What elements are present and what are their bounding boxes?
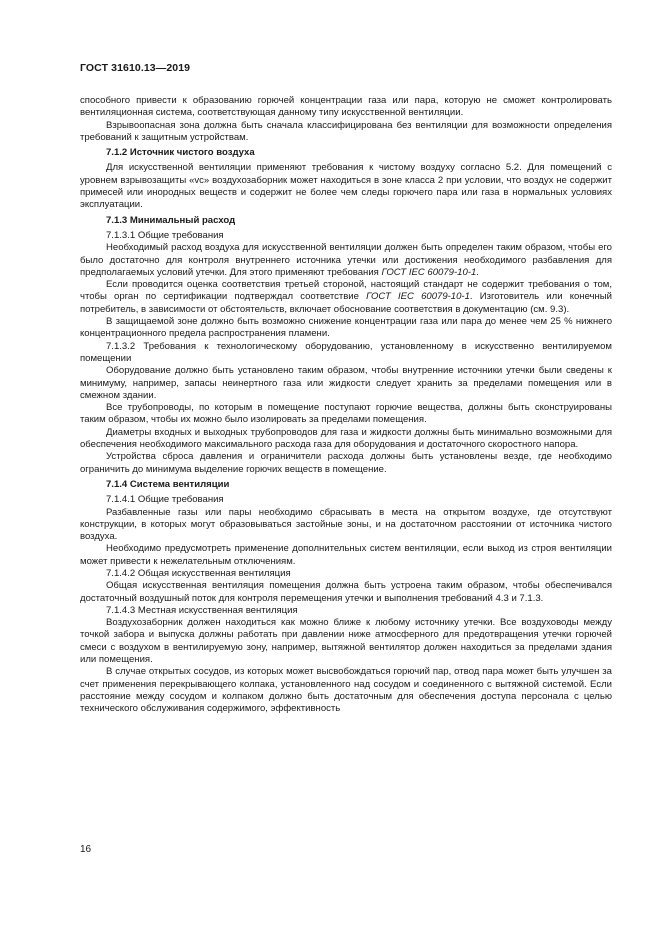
document-body xyxy=(80,95,612,716)
paragraph: 7.1.4.1 Общие требования xyxy=(106,494,224,506)
paragraph-text: Необходимый расход воздуха для искусственной вентиляции должен быть определен таким образом, чтобы его было достаточно для контроля внутреннего источника утечки или достижения необходимого разбавления для предполагаемых условий утечки. Для этого применяют требования xyxy=(80,242,612,278)
paragraph: 7.1.3.1 Общие требования xyxy=(106,229,224,241)
paragraph: Все трубопроводы, по которым в помещение поступают горючие вещества, должны быть сконструированы таким образом, чтобы их можно было изолировать за пределами помещения. xyxy=(80,402,612,426)
section-heading: 7.1.2 Источник чистого воздуха xyxy=(106,147,255,159)
page-number: 16 xyxy=(80,844,92,855)
paragraph: Разбавленные газы или пары необходимо сбрасывать в места на открытом воздухе, где отсутствуют конструкции, в которых могут образовываться застойные зоны, и на достаточном расстоянии от источника чистого воздуха. xyxy=(80,506,612,543)
paragraph xyxy=(80,242,612,279)
section-heading: 7.1.3 Минимальный расход xyxy=(106,214,236,226)
paragraph xyxy=(80,279,612,316)
paragraph: Диаметры входных и выходных трубопроводов для газа и жидкости должны быть минимально возможными для обеспечения необходимого максимального расхода газа для оборудования и достаточного скоростного напора. xyxy=(80,426,612,451)
paragraph: Общая искусственная вентиляция помещения должна быть устроена таким образом, чтобы обеспечивался достаточный воздушный поток для контроля перемещения утечки и выполнения требований 4.3 и 7.1.3. xyxy=(80,580,612,604)
paragraph: Взрывоопасная зона должна быть сначала классифицирована без вентиляции для возможности определения требований к защитным устройствам. xyxy=(80,119,612,143)
standard-reference: ГОСТ IEC 60079-10-1 xyxy=(366,291,470,303)
standard-reference: ГОСТ IEC 60079-10-1 xyxy=(381,266,477,278)
paragraph: Оборудование должно быть установлено таким образом, чтобы внутренние источники утечки были сведены к минимуму, например, запасы неинертного газа или жидкости следует хранить за пределами помещения или в смежном здании. xyxy=(80,365,612,401)
paragraph: Необходимо предусмотреть применение дополнительных систем вентиляции, если выход из строя вентиляции может привести к нежелательным отключениям. xyxy=(80,543,612,567)
paragraph-text-tail: . Изготовитель или конечный потребитель, в зависимости от обстоятельств, включает обоснование соответствия в документацию (см. 9.3). xyxy=(80,291,613,315)
paragraph: способного привести к образованию горючей концентрации газа или пара, которую не сможет контролировать вентиляционная система, соответствующая данному типу искусственной вентиляции. xyxy=(80,95,612,119)
paragraph: Устройства сброса давления и ограничители расхода должны быть установлены везде, где необходимо ограничить до минимума выделение горючих веществ в помещение. xyxy=(80,451,612,475)
paragraph: В защищаемой зоне должно быть возможно снижение концентрации газа или пара до менее чем 25 % нижнего концентрационного предела распространения пламени. xyxy=(80,316,612,340)
document-header: ГОСТ 31610.13—2019 xyxy=(80,62,191,74)
section-heading: 7.1.4 Система вентиляции xyxy=(106,478,230,490)
paragraph: Воздухозаборник должен находиться как можно ближе к любому источнику утечки. Все воздуховоды между точкой забора и выпуска должны работать при давлении ниже атмосферного для предотвращения утечки горючей смеси с воздухом в вентилируемую зону, например, вытяжной вентилятор должен находиться за пределами здания или помещения. xyxy=(80,617,612,666)
paragraph-text: Если проводится оценка соответствия третьей стороной, настоящий стандарт не содержит требования о том, чтобы орган по сертификации подтверждал соответствие xyxy=(80,279,612,303)
paragraph: 7.1.4.2 Общая искусственная вентиляция xyxy=(106,567,291,579)
paragraph: 7.1.4.3 Местная искусственная вентиляция xyxy=(106,604,298,616)
paragraph: В случае открытых сосудов, из которых может высвобождаться горючий пар, отвод пара может быть улучшен за счет применения перекрывающего колпака, установленного над сосудом и соединенного с вытяжной системой. Если расстояние между сосудом и колпаком должно быть достаточным для обеспечения доступа персонала с целью технического обслуживания содержимого, эффективность xyxy=(80,666,612,715)
paragraph-text-tail: . xyxy=(476,266,479,278)
paragraph: Для искусственной вентиляции применяют требования к чистому воздуху согласно 5.2. Для помещений с уровнем взрывозащиты «vc» воздухозаборник может находиться в зоне класса 2 при условии, что воздух не содержит примесей или инородных веществ и содержит не более чем следы горючего пара или газа в нормальных условиях эксплуатации. xyxy=(80,162,612,211)
paragraph: 7.1.3.2 Требования к технологическому оборудованию, установленному в искусственно вентилируемом помещении xyxy=(80,340,612,364)
